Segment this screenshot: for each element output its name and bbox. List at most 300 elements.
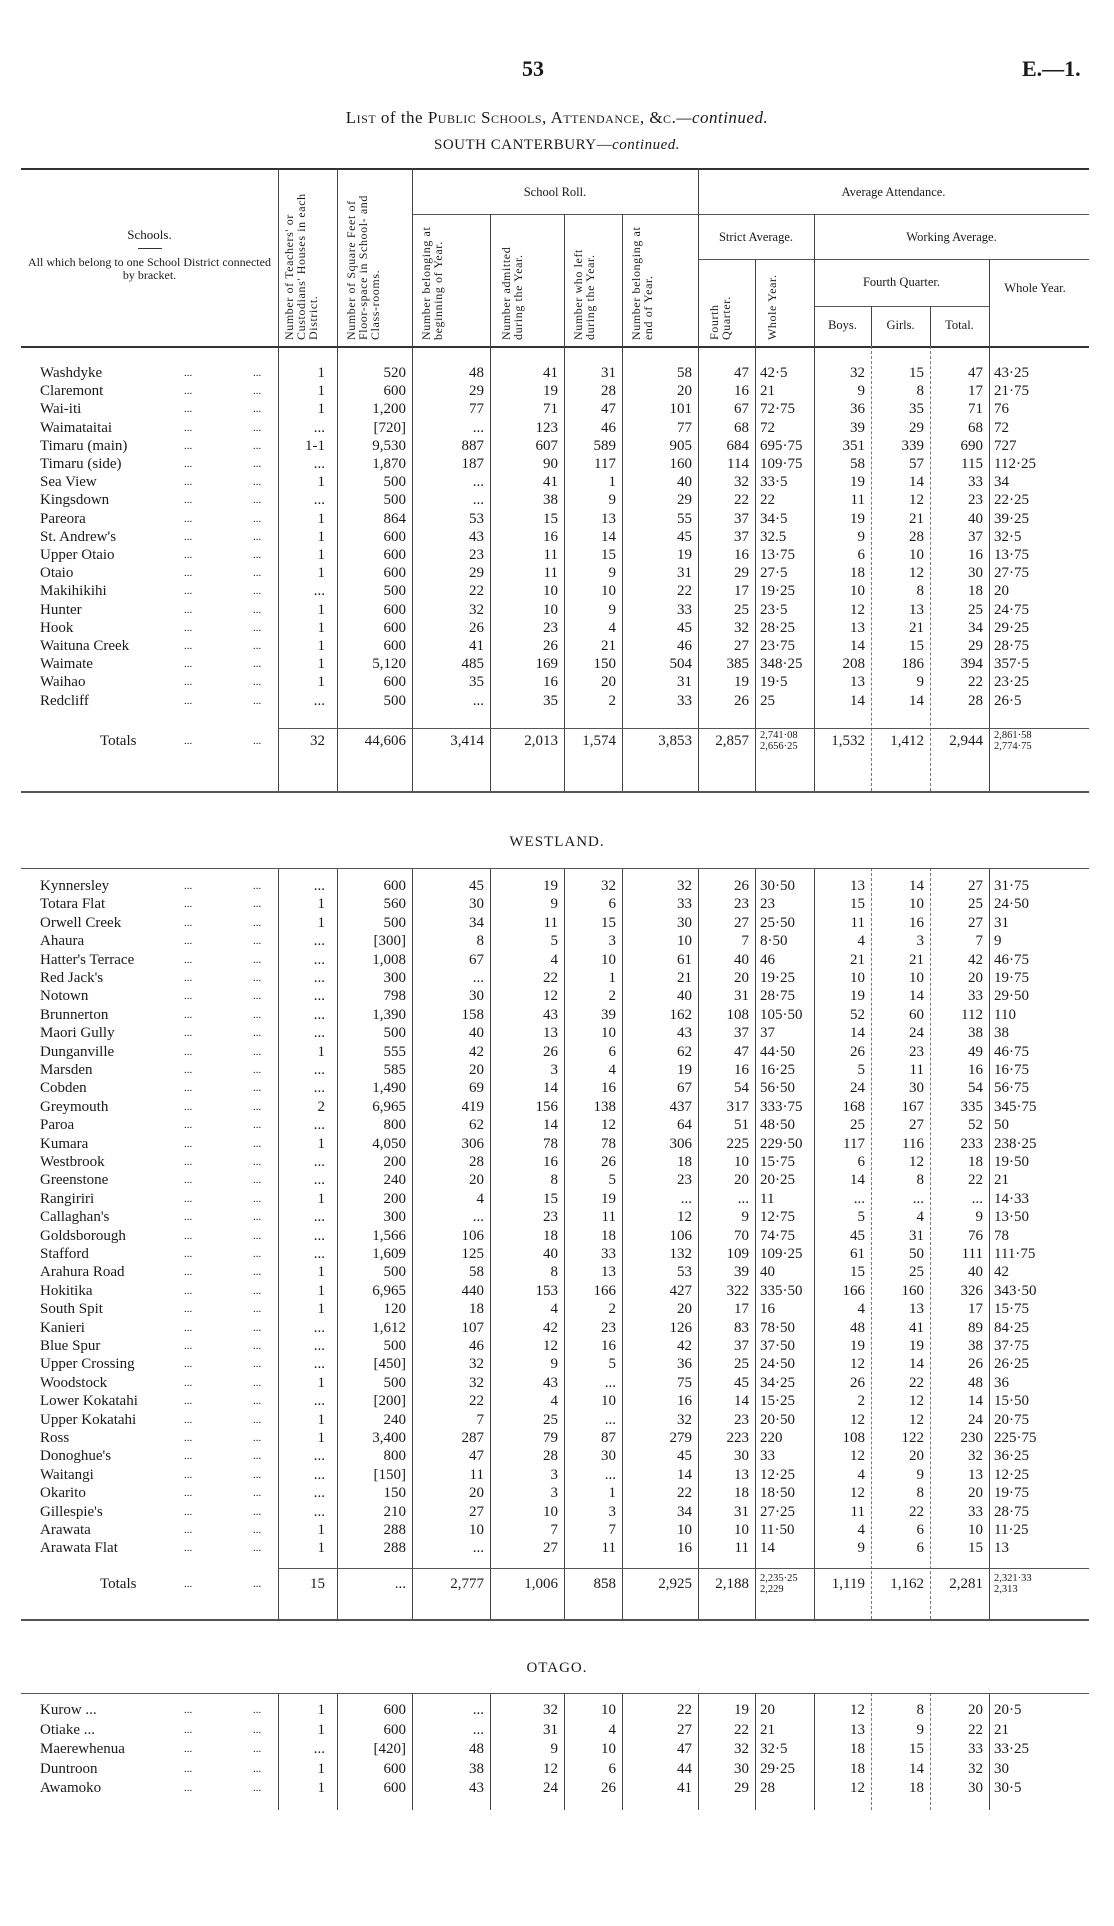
strict-whole-value: 34·25: [760, 1374, 795, 1391]
roll-left-value: 3: [608, 933, 616, 950]
total-value: 233: [960, 1135, 983, 1152]
dots-leader: ...: [253, 694, 262, 707]
boys-value: 19: [850, 510, 865, 527]
girls-value: 50: [909, 1246, 924, 1262]
section-title: WESTLAND.: [509, 834, 605, 850]
school-name: Waihao: [40, 674, 86, 691]
total-value: 9: [975, 1209, 983, 1226]
dots-leader: ...: [253, 1321, 262, 1334]
dots-leader: ...: [184, 621, 193, 634]
boys-value: 9: [857, 383, 865, 400]
title-of: of the: [376, 108, 428, 127]
roll-admitted-value: 22: [543, 970, 558, 986]
boys-value: 36: [850, 401, 865, 418]
roll-left-value: 10: [601, 951, 616, 968]
roll-left-value: 10: [601, 583, 616, 600]
strict-fourth-value: 54: [734, 1080, 749, 1097]
boys-value: 12: [850, 1702, 865, 1718]
header-roll-left: Number who left during the Year.: [571, 249, 597, 340]
girls-value: 13: [909, 1301, 924, 1318]
roll-end-value: 31: [677, 565, 692, 582]
total-value: 22: [968, 1172, 983, 1189]
boys-value: 117: [843, 1135, 865, 1152]
strict-whole-value: 33·5: [760, 474, 788, 491]
strict-fourth-value: 16: [734, 1062, 749, 1078]
dots-leader: ...: [253, 494, 262, 507]
houses-value: ...: [313, 878, 325, 894]
floor-space-value: 1,870: [372, 456, 406, 472]
total-value: 76: [968, 1227, 983, 1244]
girls-value: 14: [909, 1760, 924, 1777]
roll-left-value: 6: [608, 896, 616, 913]
dots-leader: ...: [184, 1082, 193, 1095]
floor-space-value: 3,400: [372, 1430, 406, 1446]
total-value: 33: [968, 474, 983, 491]
dots-leader: ...: [184, 549, 193, 561]
strict-fourth-value: 322: [726, 1282, 749, 1299]
strict-fourth-value: 17: [734, 1301, 749, 1318]
whole-year-value: 11·25: [994, 1522, 1029, 1538]
roll-left-value: 15: [601, 914, 616, 931]
whole-year-value: 31·75: [994, 878, 1029, 894]
total-value: ...: [971, 1190, 983, 1207]
houses-value: 1: [317, 1190, 325, 1207]
roll-begin-value: 27: [469, 1503, 484, 1520]
roll-admitted-value: 14: [543, 1117, 558, 1134]
roll-end-value: 306: [669, 1135, 692, 1152]
girls-value: 14: [909, 692, 924, 709]
strict-whole-value: 105·50: [760, 1006, 803, 1023]
boys-value: 12: [850, 1448, 865, 1465]
girls-value: 14: [909, 474, 924, 491]
houses-value: ...: [313, 1080, 325, 1097]
dots-leader: ...: [184, 1413, 193, 1426]
strict-fourth-value: 385: [726, 656, 749, 673]
roll-left-value: 13: [601, 510, 616, 527]
strict-whole-value: 333·75: [760, 1098, 803, 1115]
houses-value: ...: [313, 583, 325, 600]
roll-begin-value: ...: [472, 1209, 484, 1226]
dots-leader: ...: [184, 1542, 193, 1555]
total-value: 16: [968, 547, 983, 563]
whole-year-value: 15·50: [994, 1393, 1029, 1410]
girls-value: 12: [909, 1393, 924, 1410]
roll-admitted-value: 10: [543, 601, 558, 618]
houses-value: ...: [313, 692, 325, 709]
roll-begin-value: ...: [472, 1540, 484, 1557]
school-name: Timaru (side): [40, 456, 122, 472]
girls-value: 18: [909, 1780, 924, 1796]
girls-value: 13: [909, 601, 924, 618]
total-value: 335: [960, 1098, 983, 1115]
school-name: Upper Otaio: [40, 547, 115, 563]
dots-leader: ...: [253, 676, 262, 689]
roll-admitted-value: 16: [543, 674, 558, 691]
column-rule: [989, 868, 990, 1619]
strict-fourth-value: 37: [734, 528, 749, 545]
strict-whole-value: 19·25: [760, 970, 795, 986]
roll-end-value: 45: [677, 619, 692, 636]
houses-value: 1: [317, 365, 325, 381]
houses-value: 1: [317, 547, 325, 563]
dots-leader: ...: [253, 367, 262, 379]
header-column-rule: [278, 168, 279, 346]
school-name: Westbrook: [40, 1154, 105, 1170]
houses-value: ...: [313, 1246, 325, 1262]
dots-leader: ...: [253, 1284, 262, 1297]
roll-end-value: 55: [677, 510, 692, 527]
strict-whole-value: 19·5: [760, 674, 788, 691]
boys-value: 52: [850, 1006, 865, 1023]
girls-value: 22: [909, 1374, 924, 1391]
roll-left-value: 1: [608, 970, 616, 986]
houses-value: 1: [317, 656, 325, 673]
floor-space-value: 798: [383, 988, 406, 1005]
strict-fourth-value: 19: [734, 674, 749, 691]
roll-end-value: 106: [669, 1227, 692, 1244]
roll-end-value: 437: [669, 1098, 692, 1115]
total-value: 33: [968, 988, 983, 1005]
totals-label: Totals: [100, 1576, 137, 1592]
school-name: Ross: [40, 1430, 70, 1446]
floor-space-value: 600: [383, 1760, 406, 1777]
dots-leader: ...: [184, 1156, 193, 1168]
whole-year-value: 20·75: [994, 1411, 1029, 1428]
boys-value: 108: [842, 1430, 865, 1446]
dots-leader: ...: [253, 1487, 262, 1500]
roll-admitted-value: 4: [550, 1393, 558, 1410]
title-lead: List: [345, 108, 377, 127]
roll-left-value: 4: [608, 1721, 616, 1738]
strict-fourth-value: 37: [734, 510, 749, 527]
header-roll-begin: Number belonging at beginning of Year.: [419, 226, 445, 340]
boys-value: 10: [850, 583, 865, 600]
strict-fourth-value: 32: [734, 1741, 749, 1757]
total-value: 17: [968, 383, 983, 400]
total-value: 27: [968, 878, 983, 894]
roll-left-value: 7: [608, 1522, 616, 1538]
floor-space-value: 288: [383, 1540, 406, 1557]
boys-value: 14: [850, 1172, 865, 1189]
girls-value: 27: [909, 1117, 924, 1134]
roll-begin-value: ...: [472, 1702, 484, 1718]
dots-leader: ...: [253, 1064, 262, 1076]
roll-admitted-value: 40: [543, 1246, 558, 1262]
total-value: 25: [968, 896, 983, 913]
roll-admitted-value: 27: [543, 1540, 558, 1557]
school-name: Hunter: [40, 601, 82, 618]
roll-end-value: 27: [677, 1721, 692, 1738]
strict-fourth-value: 109: [726, 1246, 749, 1262]
houses-value: ...: [313, 419, 325, 436]
floor-space-value: ...: [394, 1576, 406, 1592]
girls-value: 30: [909, 1080, 924, 1097]
roll-admitted-value: 19: [543, 878, 558, 894]
houses-value: 1: [317, 1760, 325, 1777]
girls-value: 21: [909, 619, 924, 636]
roll-left-value: 21: [601, 638, 616, 654]
whole-year-value: 27·75: [994, 565, 1029, 582]
girls-value: 16: [909, 914, 924, 931]
floor-space-value: 1,609: [372, 1246, 406, 1262]
dots-leader: ...: [253, 1376, 262, 1389]
roll-end-value: 18: [677, 1154, 692, 1170]
roll-begin-value: 43: [469, 1780, 484, 1796]
girls-value: 8: [916, 1702, 924, 1718]
dots-leader: ...: [184, 1524, 193, 1536]
boys-value: 4: [857, 933, 865, 950]
roll-begin-value: 34: [469, 914, 484, 931]
houses-value: ...: [313, 1117, 325, 1134]
strict-whole-value: 20·25: [760, 1172, 795, 1189]
school-name: Timaru (main): [40, 437, 128, 454]
roll-admitted-value: 26: [543, 638, 558, 654]
total-value: 26: [968, 1356, 983, 1373]
dots-leader: ...: [253, 1008, 262, 1021]
houses-value: 1: [317, 914, 325, 931]
dots-leader: ...: [184, 916, 193, 929]
roll-left-value: 26: [601, 1780, 616, 1796]
roll-end-value: 36: [677, 1356, 692, 1373]
girls-value: 1,412: [890, 733, 924, 749]
boys-value: 1,532: [831, 733, 865, 749]
total-value: 111: [961, 1246, 983, 1262]
roll-begin-value: 42: [469, 1043, 484, 1060]
roll-end-value: 75: [677, 1374, 692, 1391]
roll-end-value: 53: [677, 1264, 692, 1281]
dots-leader: ...: [184, 421, 193, 434]
dots-leader: ...: [253, 1782, 262, 1794]
totals-rule: [278, 1568, 1089, 1569]
roll-begin-value: 4: [476, 1190, 484, 1207]
girls-value: 22: [909, 1503, 924, 1520]
houses-value: ...: [313, 1025, 325, 1042]
strict-fourth-value: 114: [727, 456, 749, 472]
roll-begin-value: 67: [469, 951, 484, 968]
total-value: 37: [968, 528, 983, 545]
roll-left-value: 33: [601, 1246, 616, 1262]
header-column-rule: [814, 214, 815, 346]
roll-end-value: 23: [677, 1172, 692, 1189]
total-value: 22: [968, 674, 983, 691]
header-column-rule: [698, 168, 699, 346]
school-name: Orwell Creek: [40, 914, 122, 931]
roll-admitted-value: 25: [543, 1411, 558, 1428]
girls-value: 25: [909, 1264, 924, 1281]
column-rule: [755, 1693, 756, 1810]
whole-year-value: 50: [994, 1117, 1009, 1134]
total-value: 18: [968, 1154, 983, 1170]
dots-leader: ...: [253, 621, 262, 634]
header-column-rule: [412, 168, 413, 346]
houses-value: ...: [313, 1466, 325, 1483]
total-value: 42: [968, 951, 983, 968]
houses-value: ...: [313, 1154, 325, 1170]
school-name: Red Jack's: [40, 970, 104, 986]
roll-begin-value: ...: [472, 1721, 484, 1738]
page-title: [0, 108, 1114, 128]
girls-value: 15: [909, 365, 924, 381]
roll-left-value: 78: [601, 1135, 616, 1152]
roll-left-value: 87: [601, 1430, 616, 1446]
total-value: 34: [968, 619, 983, 636]
boys-value: 351: [842, 437, 865, 454]
girls-value: 10: [909, 970, 924, 986]
whole-year-value: 24·75: [994, 601, 1029, 618]
roll-left-value: 6: [608, 1760, 616, 1777]
header-total: Total.: [945, 318, 974, 332]
roll-admitted-value: 3: [550, 1466, 558, 1483]
strict-whole-value: 21: [760, 383, 775, 400]
header-column-rule: [930, 306, 931, 346]
boys-value: 168: [842, 1098, 865, 1115]
girls-value: 3: [916, 933, 924, 950]
roll-left-value: ...: [604, 1466, 616, 1483]
roll-begin-value: 22: [469, 583, 484, 600]
floor-space-value: [720]: [373, 419, 406, 436]
boys-value: 19: [850, 474, 865, 491]
roll-admitted-value: 5: [550, 933, 558, 950]
girls-value: 8: [916, 383, 924, 400]
roll-admitted-value: 16: [543, 1154, 558, 1170]
roll-begin-value: 125: [461, 1246, 484, 1262]
roll-end-value: 20: [677, 1301, 692, 1318]
school-name: Otaio: [40, 565, 74, 582]
strict-fourth-value: 70: [734, 1227, 749, 1244]
document-code: E.—1.: [1022, 56, 1081, 81]
roll-end-value: 427: [669, 1282, 692, 1299]
total-value: 40: [968, 510, 983, 527]
floor-space-value: 500: [383, 583, 406, 600]
strict-whole-value: 44·50: [760, 1043, 795, 1060]
boys-value: 39: [850, 419, 865, 436]
boys-value: 12: [850, 601, 865, 618]
total-value: 27: [968, 914, 983, 931]
school-name: Callaghan's: [40, 1209, 110, 1226]
floor-space-value: 600: [383, 878, 406, 894]
floor-space-value: 600: [383, 638, 406, 654]
whole-year-value: 9: [994, 933, 1002, 950]
roll-left-value: 5: [608, 1172, 616, 1189]
roll-admitted-value: 31: [543, 1721, 558, 1738]
strict-whole-value: 48·50: [760, 1117, 795, 1134]
whole-year-value: 21: [994, 1172, 1009, 1189]
header-school-roll: School Roll.: [523, 185, 587, 199]
roll-begin-value: 69: [469, 1080, 484, 1097]
floor-space-value: 600: [383, 528, 406, 545]
roll-end-value: 41: [677, 1780, 692, 1796]
houses-value: 1: [317, 1780, 325, 1796]
strict-fourth-value: 47: [734, 1043, 749, 1060]
header-column-rule: [755, 259, 756, 346]
dots-leader: ...: [253, 935, 262, 948]
strict-whole-value: 12·25: [760, 1466, 795, 1483]
roll-left-value: 4: [608, 619, 616, 636]
floor-space-value: 600: [383, 1702, 406, 1718]
dots-leader: ...: [253, 990, 262, 1003]
floor-space-value: 600: [383, 1780, 406, 1796]
roll-begin-value: 11: [469, 1466, 484, 1483]
strict-fourth-value: 22: [734, 492, 749, 509]
girls-value: 12: [909, 1154, 924, 1170]
total-value: 14: [968, 1393, 983, 1410]
header-rule-1: [412, 214, 1089, 215]
roll-begin-value: 47: [469, 1448, 484, 1465]
houses-value: 1: [317, 638, 325, 654]
school-name: Marsden: [40, 1062, 93, 1078]
strict-whole-value: 20: [760, 1702, 775, 1718]
roll-end-value: 29: [677, 492, 692, 509]
dots-leader: ...: [184, 603, 193, 616]
roll-begin-value: 419: [461, 1098, 484, 1115]
whole-year-value: 22·25: [994, 492, 1029, 509]
whole-year-value: 21: [994, 1721, 1009, 1738]
roll-begin-value: ...: [472, 970, 484, 986]
strict-whole-value: 8·50: [760, 933, 788, 950]
roll-left-value: 19: [601, 1190, 616, 1207]
strict-whole-value: 37: [760, 1025, 775, 1042]
houses-value: 1: [317, 674, 325, 691]
strict-whole-value: 42·5: [760, 365, 788, 381]
strict-whole-value: 37·50: [760, 1338, 795, 1354]
whole-year-value: 13: [994, 1540, 1009, 1557]
roll-end-value: 42: [677, 1338, 692, 1354]
dots-leader: ...: [184, 1008, 193, 1021]
dots-leader: ...: [184, 1027, 193, 1040]
total-value: 28: [968, 692, 983, 709]
roll-admitted-value: 169: [535, 656, 558, 673]
strict-whole-value: 23: [760, 896, 775, 913]
girls-value: ...: [912, 1190, 924, 1207]
floor-space-value: [420]: [373, 1741, 406, 1757]
dots-leader: ...: [253, 735, 262, 747]
floor-space-value: 300: [383, 1209, 406, 1226]
strict-whole-value: 348·25: [760, 656, 803, 673]
dots-leader: ...: [184, 439, 193, 452]
whole-year-value: 238·25: [994, 1135, 1037, 1152]
dots-leader: ...: [184, 1376, 193, 1389]
strict-fourth-value: 108: [726, 1006, 749, 1023]
roll-begin-value: ...: [472, 419, 484, 436]
houses-value: 1: [317, 1135, 325, 1152]
girls-value: 35: [909, 401, 924, 418]
girls-value: 21: [909, 510, 924, 527]
strict-whole-value: 220: [760, 1430, 783, 1446]
dots-leader: ...: [253, 512, 262, 525]
school-name: Kynnersley: [40, 878, 110, 894]
school-name: Upper Kokatahi: [40, 1411, 137, 1428]
strict-whole-value: 28·25: [760, 619, 795, 636]
roll-left-value: 2: [608, 1301, 616, 1318]
whole-year-value: 19·50: [994, 1154, 1029, 1170]
roll-admitted-value: 90: [543, 456, 558, 472]
total-value: 394: [960, 656, 983, 673]
dots-leader: ...: [253, 953, 262, 966]
roll-admitted-value: 7: [550, 1522, 558, 1538]
roll-begin-value: 62: [469, 1117, 484, 1134]
strict-fourth-value: 20: [734, 1172, 749, 1189]
whole-year-value: 46·75: [994, 951, 1029, 968]
houses-value: ...: [313, 1209, 325, 1226]
floor-space-value: 210: [383, 1503, 406, 1520]
total-value: 52: [968, 1117, 983, 1134]
header-schools-dash: [138, 248, 162, 249]
floor-space-value: 600: [383, 383, 406, 400]
school-name: Kumara: [40, 1135, 89, 1152]
roll-end-value: 43: [677, 1025, 692, 1042]
school-name: Waimate: [40, 656, 93, 673]
roll-left-value: 858: [593, 1576, 616, 1592]
